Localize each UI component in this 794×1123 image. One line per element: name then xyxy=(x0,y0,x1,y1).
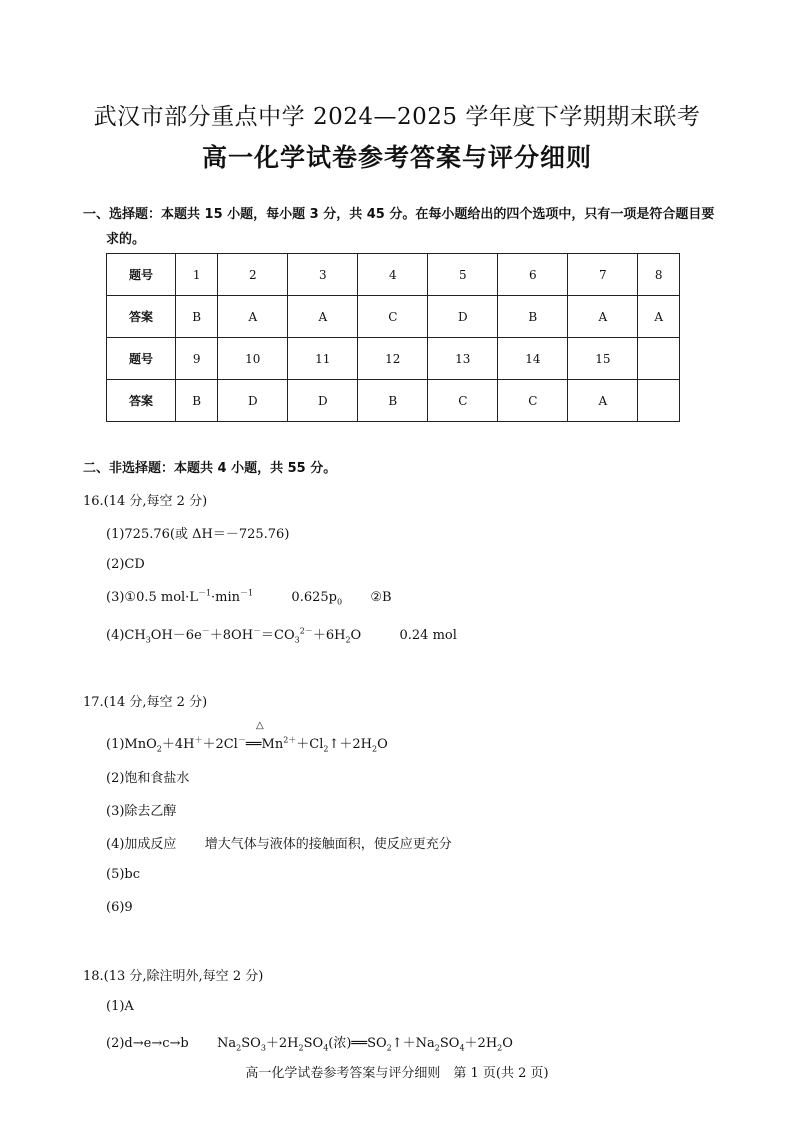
text: ＋8OH xyxy=(209,628,254,643)
text: ＋6H xyxy=(312,628,346,643)
table-row xyxy=(107,338,680,380)
text: 0.625p xyxy=(291,590,337,605)
superscript: － xyxy=(201,626,210,636)
text: (3)①0.5 mol·L xyxy=(106,590,198,605)
text: ＋2Cl xyxy=(202,737,238,752)
table-cell: 12 xyxy=(358,338,428,380)
subscript: 2 xyxy=(236,1043,242,1053)
table-row xyxy=(107,254,680,296)
text: 0.24 mol xyxy=(399,628,457,643)
superscript: ＋ xyxy=(194,735,203,745)
q18-answer-1: (1)A xyxy=(106,999,134,1014)
q16-answer-3 xyxy=(106,590,392,605)
text: (浓)══SO xyxy=(328,1036,387,1051)
q18-answer-2 xyxy=(106,1032,513,1051)
text: ＋4H xyxy=(161,737,195,752)
subscript: 2 xyxy=(434,1043,440,1053)
exam-title: 武汉市部分重点中学 2024—2025 学年度下学期期末联考 xyxy=(93,104,701,130)
text: Na xyxy=(217,1036,237,1051)
table-cell: D xyxy=(428,296,498,338)
table-cell: B xyxy=(498,296,568,338)
subscript: 3 xyxy=(260,1043,266,1053)
row-label: 答案 xyxy=(107,296,176,338)
q16-answer-4 xyxy=(106,624,457,643)
q17-answer-1 xyxy=(106,733,388,752)
table-cell: B xyxy=(176,296,218,338)
subscript: 2 xyxy=(372,744,378,754)
table-cell: C xyxy=(428,380,498,422)
page-footer: 高一化学试卷参考答案与评分细则 第 1 页(共 2 页) xyxy=(245,1066,549,1081)
text: (4)加成反应 xyxy=(106,837,177,852)
superscript: －1 xyxy=(240,588,254,598)
subscript: 3 xyxy=(294,635,300,645)
table-cell: 2 xyxy=(218,254,288,296)
table-cell: 8 xyxy=(638,254,680,296)
table-cell: C xyxy=(358,296,428,338)
q17-answer-5: (5)bc xyxy=(106,867,141,882)
table-cell: B xyxy=(358,380,428,422)
table-cell: 14 xyxy=(498,338,568,380)
table-cell xyxy=(638,380,680,422)
table-cell: A xyxy=(218,296,288,338)
q17-heading: 17.(14 分,每空 2 分) xyxy=(83,695,208,710)
table-cell: C xyxy=(498,380,568,422)
q17-answer-2: (2)饱和食盐水 xyxy=(106,771,190,786)
table-cell xyxy=(638,338,680,380)
superscript: 2－ xyxy=(299,626,313,636)
superscript: － xyxy=(253,626,262,636)
table-cell: 9 xyxy=(176,338,218,380)
section2-heading: 二、非选择题：本题共 4 小题，共 55 分。 xyxy=(83,461,337,476)
superscript: －1 xyxy=(197,588,212,598)
text: ＋2H xyxy=(464,1036,498,1051)
subscript: 0 xyxy=(336,597,343,607)
table-row xyxy=(107,296,680,338)
text: SO xyxy=(241,1036,261,1051)
answer-table xyxy=(106,253,680,422)
text: ↑＋2H xyxy=(328,737,373,752)
table-cell: 5 xyxy=(428,254,498,296)
row-label: 题号 xyxy=(107,254,176,296)
section1-heading-cont: 求的。 xyxy=(106,232,146,247)
table-cell: 6 xyxy=(498,254,568,296)
text: SO xyxy=(303,1036,324,1051)
table-cell: 3 xyxy=(288,254,358,296)
text: O xyxy=(350,628,362,643)
section1-heading: 一、选择题：本题共 15 小题，每小题 3 分，共 45 分。在每小题给出的四个选项中，只有一项是符合题目要 xyxy=(83,207,715,222)
table-cell: 15 xyxy=(568,338,638,380)
q18-heading: 18.(13 分,除注明外,每空 2 分) xyxy=(83,969,264,984)
q16-answer-1: (1)725.76(或 ΔH＝－725.76) xyxy=(106,527,290,542)
q16-heading: 16.(14 分,每空 2 分) xyxy=(83,494,208,509)
subscript: 2 xyxy=(386,1043,392,1053)
table-cell: 13 xyxy=(428,338,498,380)
text: ·min xyxy=(211,590,241,605)
table-row xyxy=(107,380,680,422)
subscript: 2 xyxy=(298,1043,304,1053)
row-label: 题号 xyxy=(107,338,176,380)
text: ＝CO xyxy=(261,628,295,643)
superscript: 2＋ xyxy=(283,735,297,745)
text: ②B xyxy=(370,590,392,605)
text: O xyxy=(377,737,388,752)
subscript: 2 xyxy=(345,635,351,645)
table-cell: 10 xyxy=(218,338,288,380)
table-cell: A xyxy=(568,296,638,338)
subscript: 3 xyxy=(145,635,151,645)
row-label: 答案 xyxy=(107,380,176,422)
text: ＋Cl xyxy=(296,737,324,752)
heat-condition: △ xyxy=(256,720,264,731)
table-cell: 4 xyxy=(358,254,428,296)
text: (1)MnO xyxy=(106,737,157,752)
text: O xyxy=(502,1036,513,1051)
text: (4)CH xyxy=(106,628,146,643)
superscript: － xyxy=(237,735,246,745)
subscript: 4 xyxy=(459,1043,465,1053)
q17-answer-4 xyxy=(106,833,452,852)
text: SO xyxy=(439,1036,460,1051)
table-cell: B xyxy=(176,380,218,422)
table-cell: A xyxy=(288,296,358,338)
table-cell: D xyxy=(218,380,288,422)
document-title: 高一化学试卷参考答案与评分细则 xyxy=(201,143,592,172)
q16-answer-2: (2)CD xyxy=(106,557,145,572)
subscript: 2 xyxy=(497,1043,503,1053)
text: OH－6e xyxy=(150,628,202,643)
subscript: 2 xyxy=(156,744,162,754)
text: ↑＋Na xyxy=(391,1036,435,1051)
subscript: 4 xyxy=(323,1043,329,1053)
text: ══Mn xyxy=(245,737,284,752)
table-cell: 1 xyxy=(176,254,218,296)
table-cell: 7 xyxy=(568,254,638,296)
q17-answer-3: (3)除去乙醇 xyxy=(106,804,177,819)
subscript: 2 xyxy=(323,744,329,754)
text: ＋2H xyxy=(265,1036,299,1051)
table-cell: 11 xyxy=(288,338,358,380)
table-cell: D xyxy=(288,380,358,422)
text: (2)d→e→c→b xyxy=(106,1036,189,1051)
table-cell: A xyxy=(638,296,680,338)
text: 增大气体与液体的接触面积，使反应更充分 xyxy=(204,837,452,852)
q17-answer-6: (6)9 xyxy=(106,900,133,915)
table-cell: A xyxy=(568,380,638,422)
